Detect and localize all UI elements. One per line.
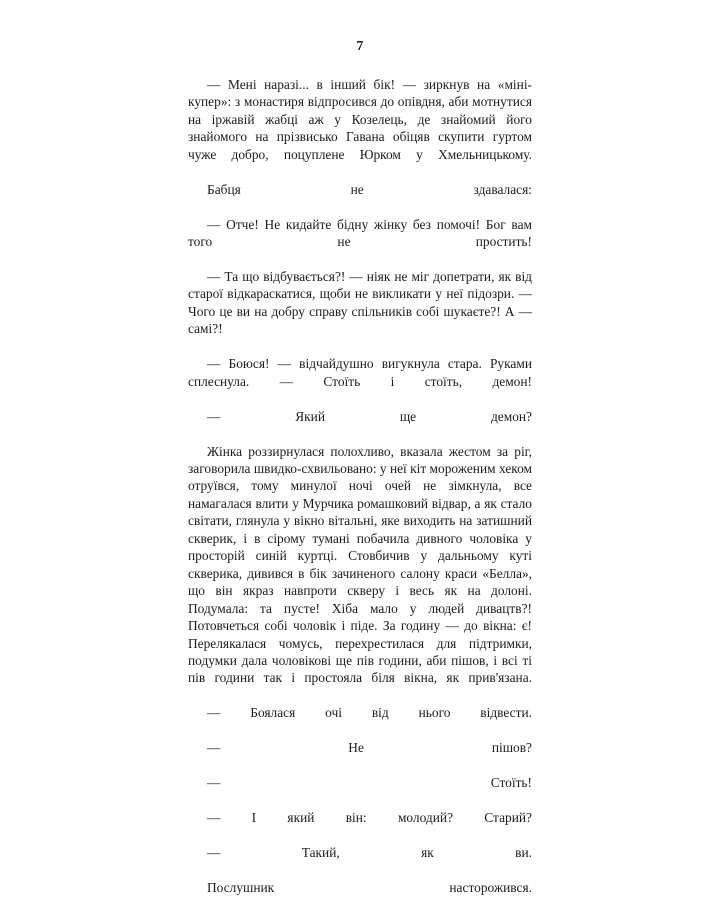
- paragraph: — Боюся! — відчайдушно вигукнула стара. Руками сплеснула. — Стоїть і стоїть, демон!: [188, 356, 532, 389]
- paragraph: — Не пішов?: [207, 740, 532, 756]
- paragraph: Послушник насторожився.: [207, 879, 532, 895]
- paragraph: — Боялася очі від нього відвести.: [207, 705, 532, 721]
- page-number: 7: [356, 38, 364, 53]
- paragraph: — Мені наразі... в інший бік! — зиркнув на «міні-купер»: з монастиря відпросився до опівдня, аби мотнутися на іржавій жабці аж у Козелець, де знайомий його знайомого на прізвисько Гавана обіцяв скупити гуртом чуже добро, поцуплене Юрком у Хмельницькому.: [188, 77, 532, 162]
- body-text-block: [188, 76, 532, 914]
- paragraph: Бабця не здавалася:: [207, 181, 532, 197]
- paragraph: — Та що відбувається?! — ніяк не міг допетрати, як від старої відкараскатися, щоби не викликати у неї підозри. — Чого це ви на добру справу спільників собі шукаєте?! А — самі?!: [188, 268, 532, 337]
- paragraph: Жінка роззирнулася полохливо, вказала жестом за ріг, заговорила швидко-схвильовано: у неї кіт мороженим хеком отруївся, тому минулої ночі очей не зімкнула, все намагалася влити у Мурчика ромашковий відвар, а як стало світати, глянула у вікно вітальні, яке виходить на затишний скверик, і в сірому тумані побачила дивного чоловіка у просторій синій куртці. Стовбичив у дальньому куті скверика, дивився в бік зачиненого салону краси «Белла», що він якраз навпроти скверу і весь як на долоні. Подумала: та пусте! Хіба мало у людей дивацтв?! Потовчеться собі чоловік і піде. За годину — до вікна: є! Перелякалася чомусь, перехрестилася для підтримки, подумки дала чоловікові ще пів години, аби пішов, і всі ті пів години так і простояла біля вікна, як прив'язана.: [188, 443, 532, 686]
- paragraph: — Отче! Не кидайте бідну жінку без помочі! Бог вам того не простить!: [188, 216, 532, 250]
- paragraph: — Такий, як ви.: [207, 844, 532, 860]
- paragraph: — Стоїть!: [207, 775, 532, 791]
- paragraph: — І який він: молодий? Старий?: [207, 810, 532, 826]
- paragraph: — Який ще демон?: [207, 408, 532, 424]
